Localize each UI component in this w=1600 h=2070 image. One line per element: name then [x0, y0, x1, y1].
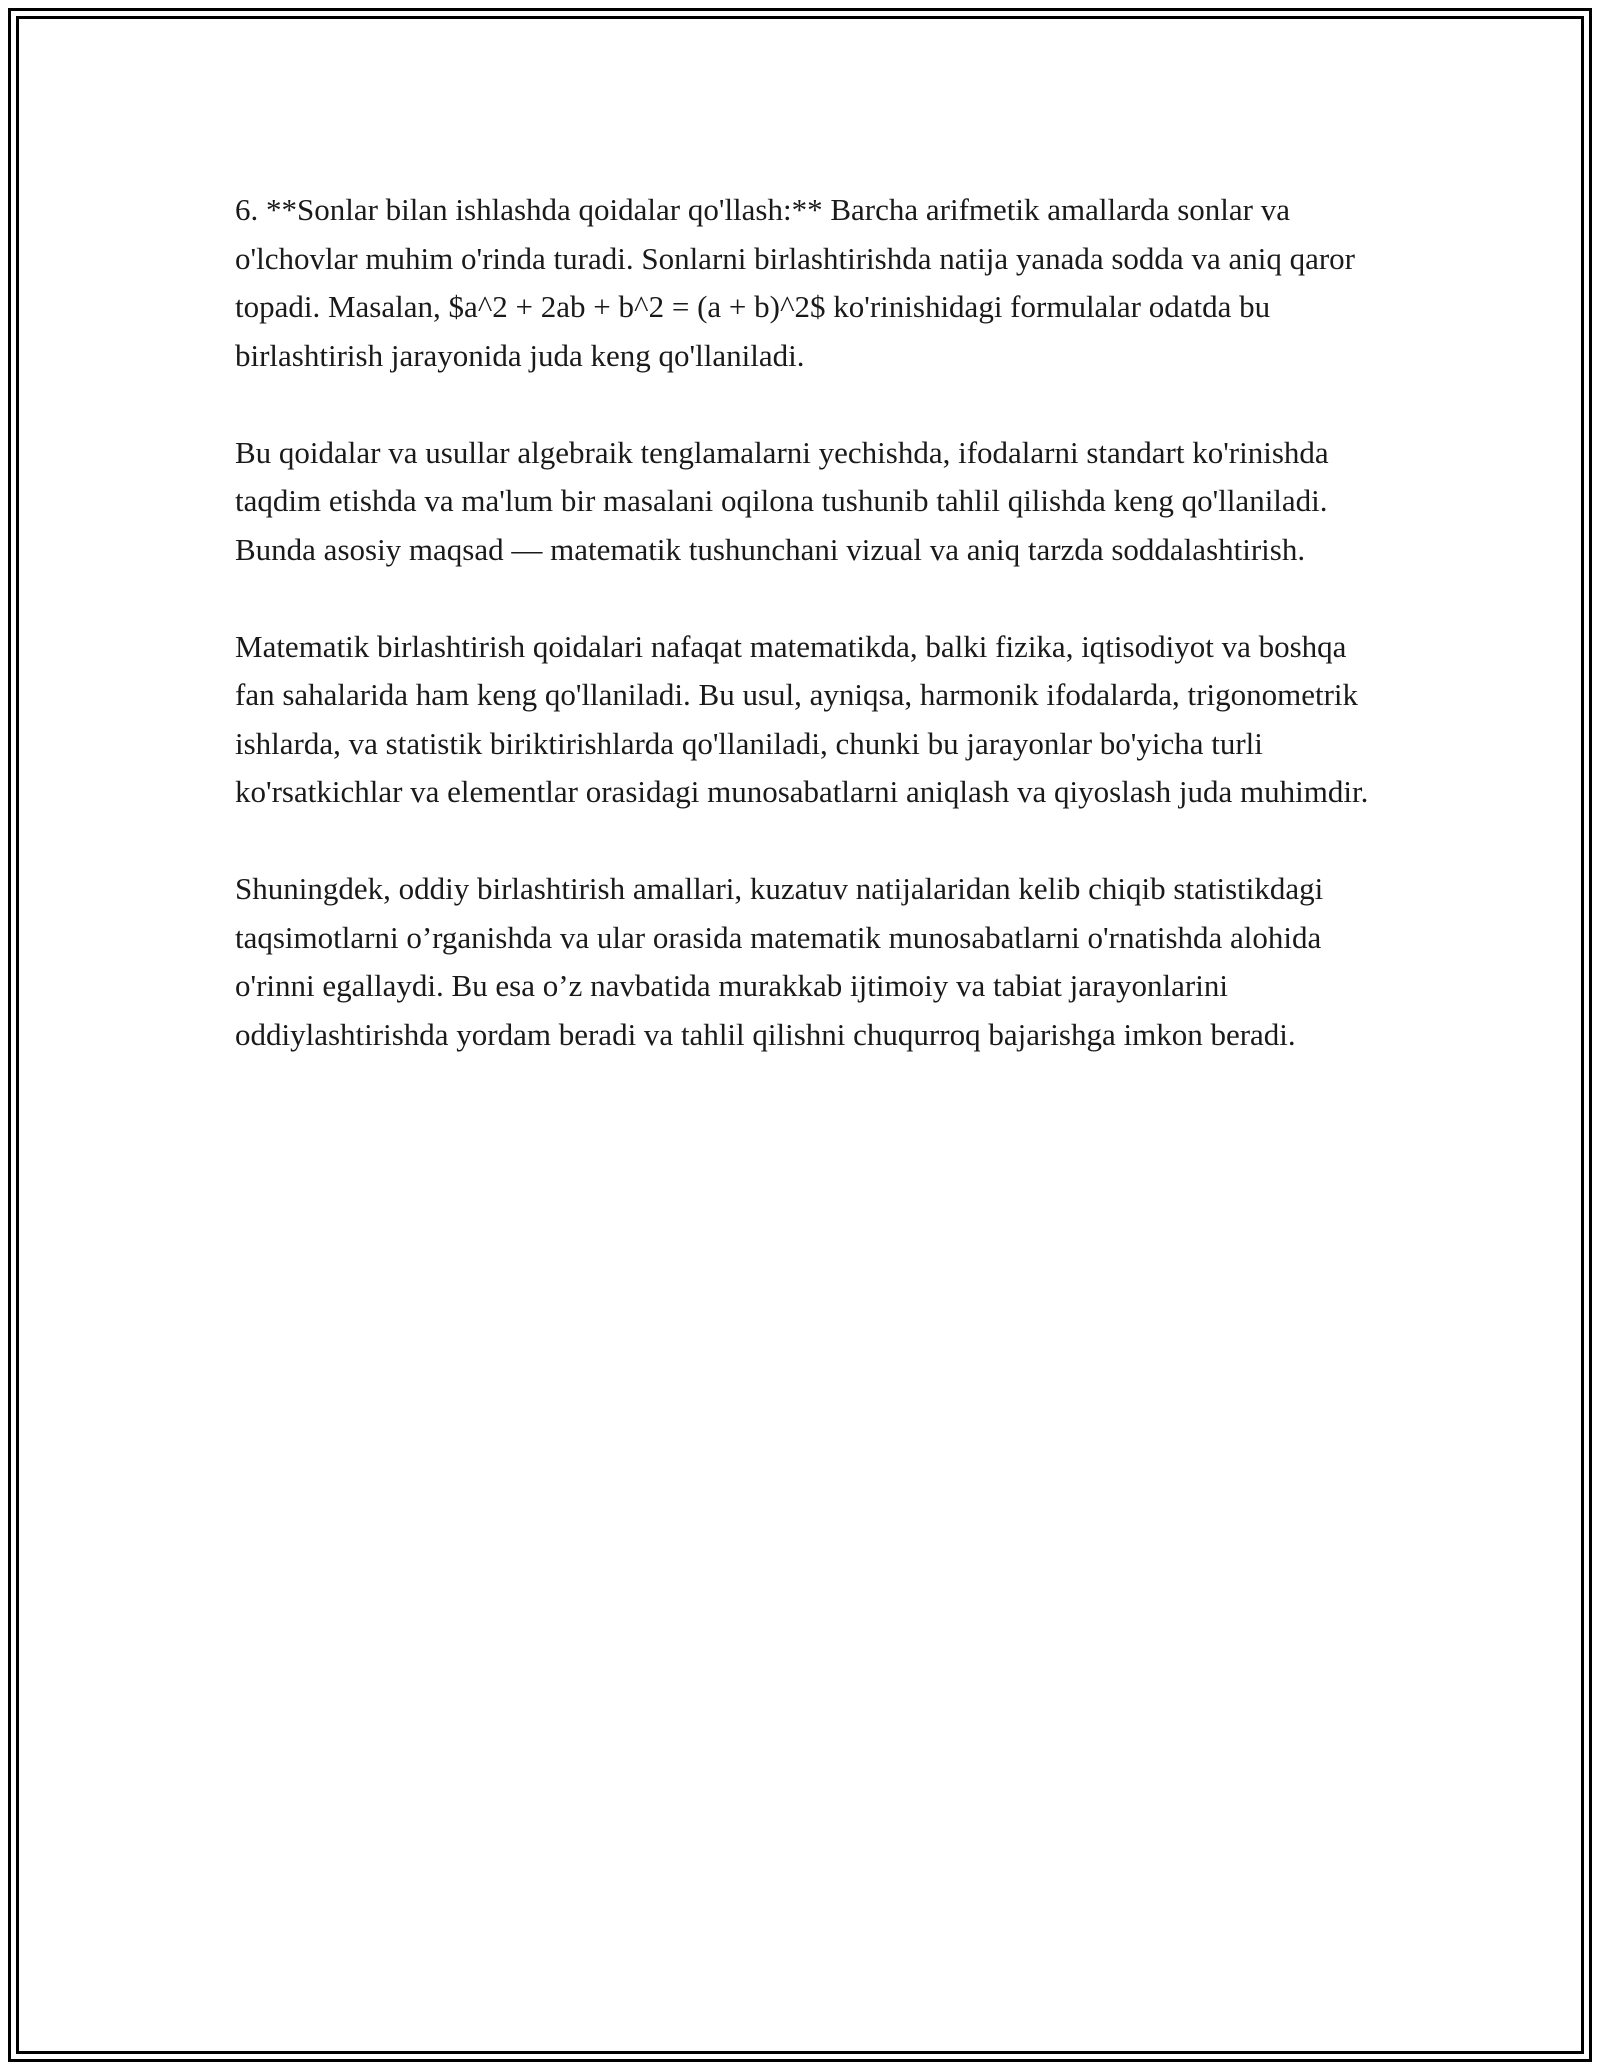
paragraph-3: Matematik birlashtirish qoidalari nafaqat matematikda, balki fizika, iqtisodiyot va boshqa fan sahalarida ham keng qo'llaniladi. Bu usul, ayniqsa, harmonik ifodalarda, trigonometrik ishlarda, va statistik biriktirishlarda qo'llaniladi, chunki bu jarayonlar bo'yicha turli ko'rsatkichlar va elementlar orasidagi munosabatlarni aniqlash va qiyoslash juda muhimdir. — [235, 628, 1369, 809]
document-body — [235, 186, 1385, 1108]
paragraph-2: Bu qoidalar va usullar algebraik tenglamalarni yechishda, ifodalarni standart ko'rinishda taqdim etishda va ma'lum bir masalani oqilona tushunib tahlil qilishda keng qo'llaniladi. Bunda asosiy maqsad — matematik tushunchani vizual va aniq tarzda soddalashtirish. — [235, 434, 1329, 567]
paragraph-4: Shuningdek, oddiy birlashtirish amallari, kuzatuv natijalaridan kelib chiqib statistikdagi taqsimotlarni o’rganishda va ular orasida matematik munosabatlarni o'rnatishda alohida o'rinni egallaydi. Bu esa o’z navbatida murakkab ijtimoiy va tabiat jarayonlarini oddiylashtirishda yordam beradi va tahlil qilishni chuqurroq bajarishga imkon beradi. — [235, 871, 1324, 1052]
paragraph-1: 6. **Sonlar bilan ishlashda qoidalar qo'llash:** Barcha arifmetik amallarda sonlar va o'lchovlar muhim o'rinda turadi. Sonlarni birlashtirishda natija yanada sodda va aniq qaror topadi. Masalan, $a^2 + 2ab + b^2 = (a + b)^2$ ko'rinishidagi formulalar odatda bu birlashtirish jarayonida juda keng qo'llaniladi. — [235, 192, 1355, 373]
